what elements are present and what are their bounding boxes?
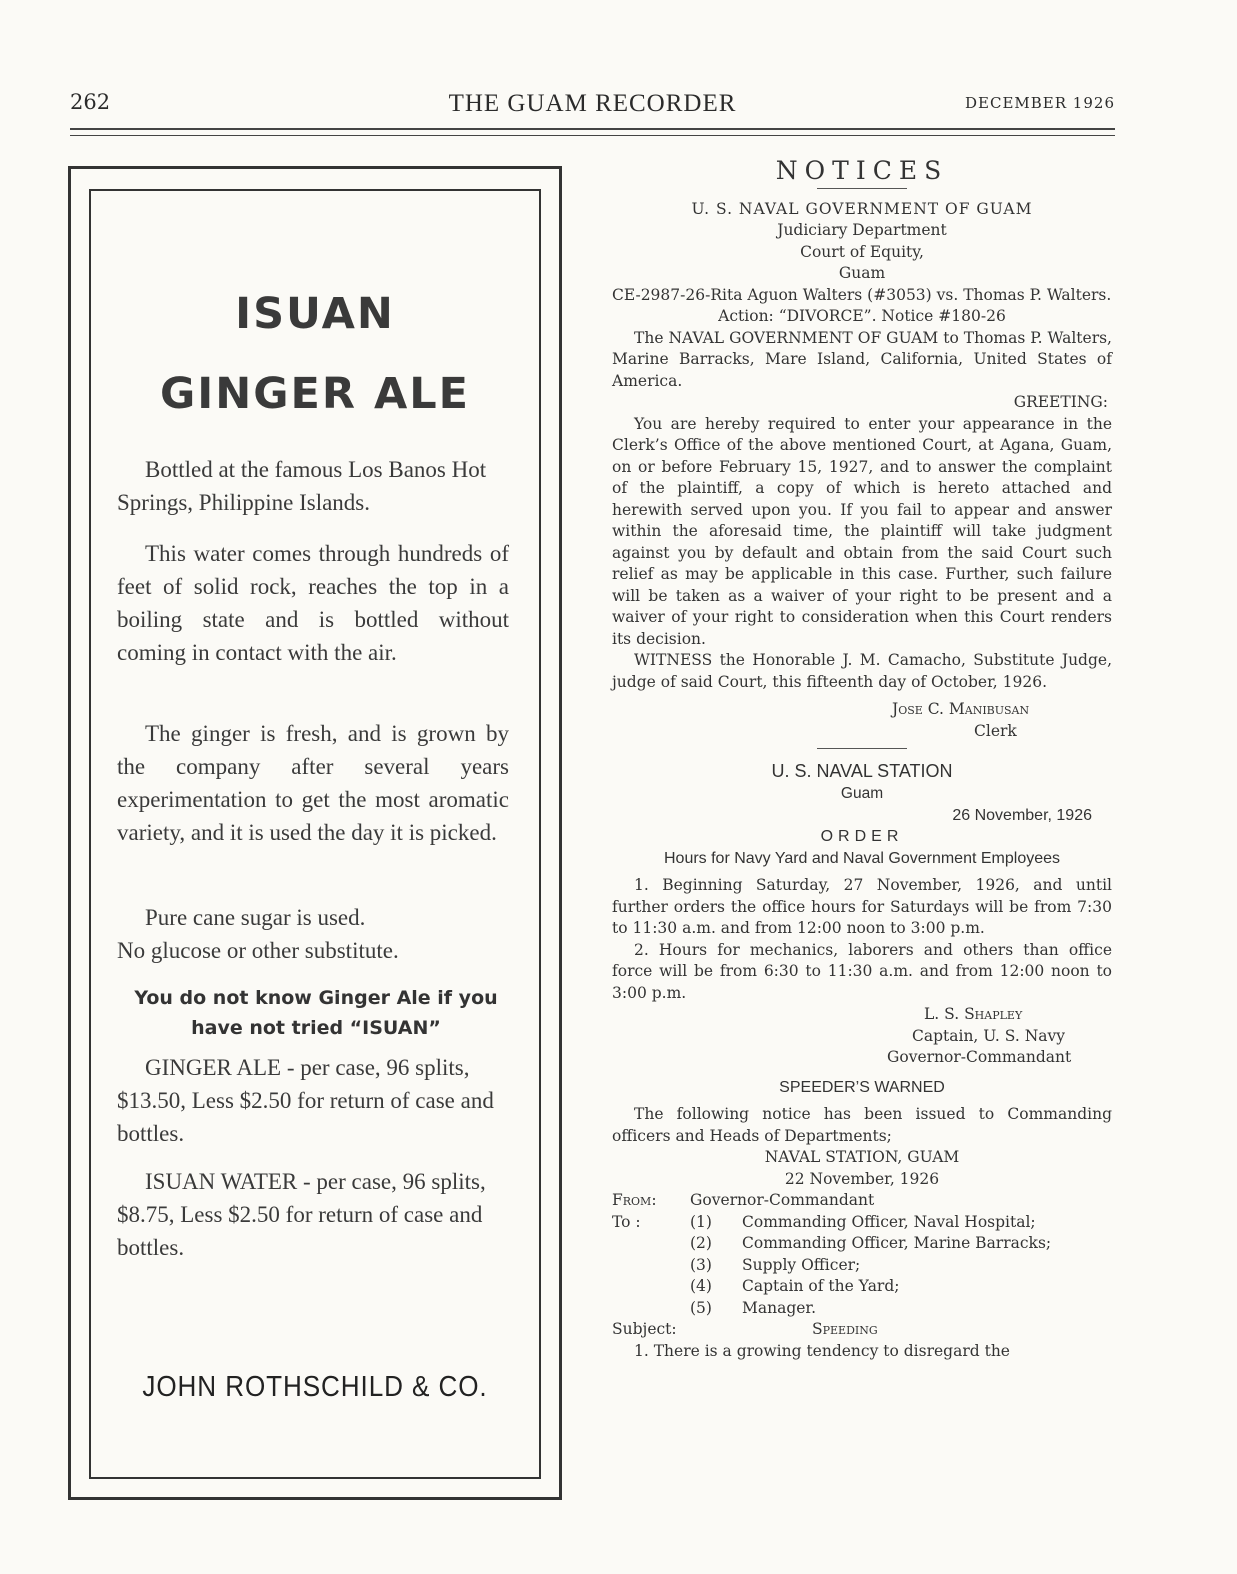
page-header xyxy=(70,90,1115,122)
header-rule-bottom xyxy=(70,135,1115,136)
court-action: Action: “DIVORCE”. Notice #180-26 xyxy=(718,307,1006,325)
court-greeting: GREETING: xyxy=(1013,393,1108,411)
ad-paragraph-ginger-text: The ginger is fresh, and is grown by the company after several years experimentation to get the most aromatic variety, and it is used the day it is picked. xyxy=(117,721,509,845)
ad-title-product: GINGER ALE xyxy=(159,369,471,419)
issue-date: DECEMBER 1926 xyxy=(965,94,1115,112)
ad-paragraph-water-text: This water comes through hundreds of feet of solid rock, reaches the top in a boiling state and is bottled without coming in contact with the air. xyxy=(117,541,509,665)
court-signer-title: Clerk xyxy=(974,721,1017,740)
ad-tagline: You do not know Ginger Ale if you have not tried “ISUAN” xyxy=(134,987,498,1039)
speeders-to-row-2 xyxy=(612,1233,1112,1255)
ad-price-ginger-ale xyxy=(117,1051,509,1150)
station-item-1: 1. Beginning Saturday, 27 November, 1926, and until further orders the office hours for Saturdays will be from 7:30 to 11:30 a.m. and from 12:00 noon to 3:00 p.m. xyxy=(612,876,1112,937)
station-signer-title-2: Governor-Commandant xyxy=(887,1048,1072,1066)
station-item-2: 2. Hours for mechanics, laborers and others than office force will be from 6:30 to 11:30 a.m. and from 12:00 noon to 3:00 p.m. xyxy=(612,940,1112,1002)
ad-inner-border xyxy=(89,189,541,1479)
ad-paragraph-origin xyxy=(117,453,509,519)
speeders-to-text: Commanding Officer, Marine Barracks; xyxy=(742,1234,1052,1252)
station-order: ORDER xyxy=(820,828,904,845)
ad-paragraph-origin-text: Bottled at the famous Los Banos Hot Springs, Philippine Islands. xyxy=(117,457,487,515)
ad-price-ginger-ale-text: GINGER ALE - per case, 96 splits, $13.50, Less $2.50 for return of case and bottles. xyxy=(117,1055,494,1146)
speeders-to-text: Captain of the Yard; xyxy=(742,1277,900,1295)
court-case: CE-2987-26-Rita Aguon Walters (#3053) vs. Thomas P. Walters. xyxy=(612,285,1112,304)
station-signer: L. S. Shapley xyxy=(924,1005,1023,1023)
speeders-to-row-4 xyxy=(612,1276,1112,1298)
court-place: Guam xyxy=(838,264,886,282)
station-subtitle: Hours for Navy Yard and Naval Government Employees xyxy=(663,849,1061,867)
ad-sugar-line1: Pure cane sugar is used. xyxy=(145,905,366,930)
section-divider xyxy=(817,748,907,749)
court-witness: WITNESS the Honorable J. M. Camacho, Substitute Judge, judge of said Court, this fifteenth day of October, 1926. xyxy=(612,651,1112,691)
speeders-to-label: To : xyxy=(612,1212,641,1231)
notices-heading: NOTICES xyxy=(775,156,949,185)
speeders-to-num: (3) xyxy=(690,1255,712,1274)
court-department: Judiciary Department xyxy=(777,221,947,239)
ad-paragraph-ginger xyxy=(117,717,509,849)
ad-sugar-line2: No glucose or other substitute. xyxy=(117,938,399,963)
speeders-intro: The following notice has been issued to Commanding officers and Heads of Departments; xyxy=(612,1105,1112,1145)
speeders-title: SPEEDER’S WARNED xyxy=(779,1078,945,1096)
speeders-from-label: From: xyxy=(612,1191,657,1209)
speeders-to-num: (2) xyxy=(690,1234,712,1252)
ad-paragraph-water xyxy=(117,537,509,669)
court-body: You are hereby required to enter your appearance in the Clerk’s Office of the above mentioned Court, at Agana, Guam, on or before February 15, 1927, and to answer the complaint of the plaintiff, a copy of which is hereto attached and herewith served upon you. If you fail to appear and answer within the aforesaid time, the plaintiff will take judgment against you by default and obtain from the said Court such relief as may be applicable in this case. Further, such failure will be taken as a waiver of your right to be present and a waiver of your right to consideration when this Court renders its decision. xyxy=(612,414,1112,648)
court-address: The NAVAL GOVERNMENT OF GUAM to Thomas P. Walters, Marine Barracks, Mare Island, California, United States of America. xyxy=(612,328,1112,390)
ginger-ale-advertisement xyxy=(68,166,562,1500)
speeders-station: NAVAL STATION, GUAM xyxy=(764,1148,960,1166)
speeders-to-num: (5) xyxy=(690,1298,712,1317)
notices-divider xyxy=(817,188,907,189)
speeders-item-1: 1. There is a growing tendency to disregard the xyxy=(634,1341,1010,1360)
notices-column xyxy=(612,156,1112,1362)
court-name: Court of Equity, xyxy=(800,242,924,261)
speeders-to-num: (4) xyxy=(690,1277,712,1295)
ad-price-isuan-water xyxy=(117,1165,509,1264)
ad-title-brand: ISUAN xyxy=(235,289,395,339)
station-date: 26 November, 1926 xyxy=(952,806,1092,824)
page-number: 262 xyxy=(70,90,111,114)
speeders-to-text: Manager. xyxy=(742,1298,817,1317)
ad-paragraph-sugar xyxy=(117,901,509,967)
speeders-date: 22 November, 1926 xyxy=(784,1169,940,1188)
court-notice xyxy=(612,199,1112,743)
speeders-subject-value: Speeding xyxy=(812,1320,878,1338)
speeders-notice xyxy=(612,1077,1112,1363)
station-signer-title-1: Captain, U. S. Navy xyxy=(912,1026,1066,1045)
court-government: U. S. NAVAL GOVERNMENT OF GUAM xyxy=(691,199,1033,218)
speeders-from-row xyxy=(612,1190,1112,1212)
naval-station-order xyxy=(612,759,1112,1069)
court-signer: Jose C. Manibusan xyxy=(892,700,1030,718)
speeders-to-text: Commanding Officer, Naval Hospital; xyxy=(742,1212,1036,1231)
speeders-subject-row xyxy=(612,1319,1112,1341)
header-rule-top xyxy=(70,128,1115,130)
station-place: Guam xyxy=(840,785,884,802)
speeders-to-row-1 xyxy=(612,1212,1112,1234)
speeders-subject-label: Subject: xyxy=(612,1320,677,1338)
speeders-to-num: (1) xyxy=(690,1212,712,1231)
speeders-to-text: Supply Officer; xyxy=(742,1255,861,1274)
station-title: U. S. NAVAL STATION xyxy=(771,761,953,781)
ad-price-isuan-water-text: ISUAN WATER - per case, 96 splits, $8.75, Less $2.50 for return of case and bottles. xyxy=(117,1169,486,1260)
speeders-to-row-3 xyxy=(612,1255,1112,1277)
ad-company-name: JOHN ROTHSCHILD & CO. xyxy=(142,1371,488,1403)
speeders-from-value: Governor-Commandant xyxy=(690,1191,875,1209)
publication-title: THE GUAM RECORDER xyxy=(448,90,737,117)
speeders-to-row-5 xyxy=(612,1298,1112,1320)
